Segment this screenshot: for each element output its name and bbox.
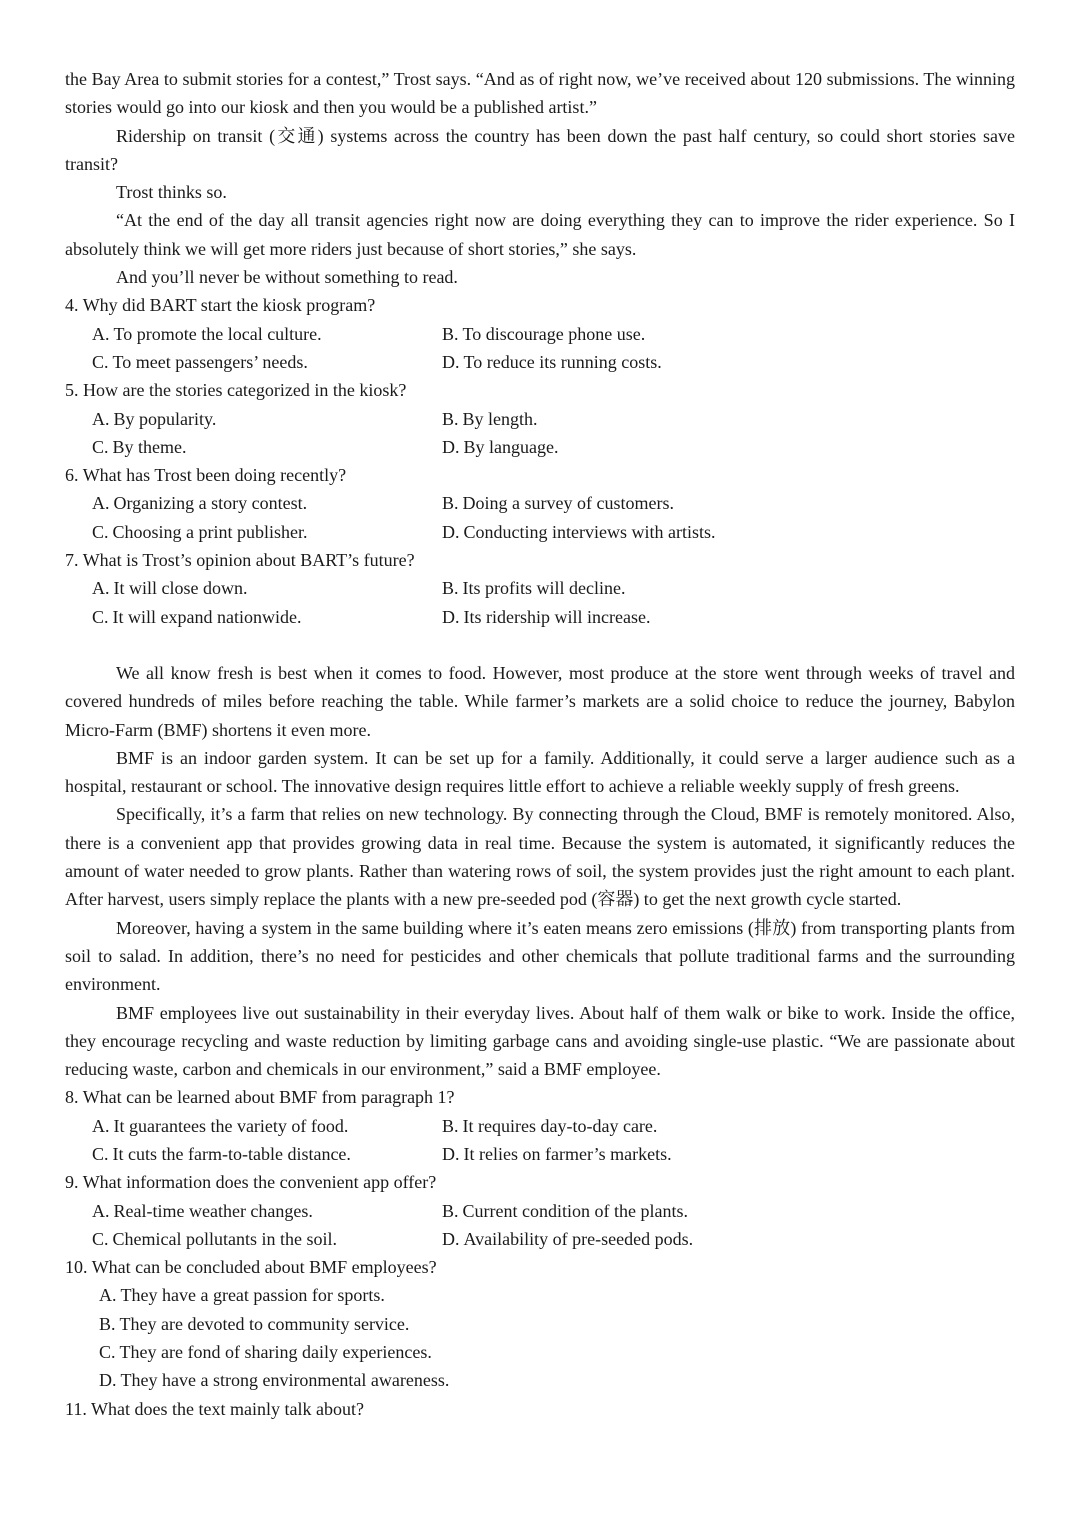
option-label: D. bbox=[442, 1228, 460, 1249]
question-stem bbox=[65, 376, 1015, 404]
option-label: C. bbox=[92, 351, 109, 372]
option-label: B. bbox=[442, 578, 459, 599]
option-label: B. bbox=[442, 408, 459, 429]
option-b[interactable] bbox=[442, 489, 1042, 517]
option-label: C. bbox=[92, 606, 109, 627]
option-b[interactable] bbox=[442, 1197, 1042, 1225]
option-text: It cuts the farm-to-table distance. bbox=[112, 1143, 351, 1164]
option-text: By theme. bbox=[112, 436, 187, 457]
question-text: Why did BART start the kiosk program? bbox=[82, 295, 376, 316]
question-stem bbox=[65, 1253, 1015, 1281]
option-text: It will close down. bbox=[113, 578, 248, 599]
option-label: B. bbox=[442, 323, 459, 344]
option-label: D. bbox=[442, 1143, 460, 1164]
option-a[interactable] bbox=[92, 574, 442, 602]
option-c[interactable] bbox=[92, 518, 442, 546]
option-b[interactable] bbox=[442, 1112, 1042, 1140]
option-label: B. bbox=[99, 1313, 116, 1334]
option-list bbox=[65, 1197, 1015, 1254]
option-label: A. bbox=[92, 408, 110, 429]
page-content bbox=[65, 65, 1015, 1423]
option-text: By popularity. bbox=[113, 408, 217, 429]
option-text: Organizing a story contest. bbox=[113, 493, 308, 514]
option-text: Its profits will decline. bbox=[462, 578, 626, 599]
option-label: A. bbox=[92, 493, 110, 514]
option-c[interactable] bbox=[92, 1140, 442, 1168]
option-text: To reduce its running costs. bbox=[463, 351, 662, 372]
option-a[interactable] bbox=[92, 1197, 442, 1225]
question-8 bbox=[65, 1083, 1015, 1168]
option-label: D. bbox=[442, 521, 460, 542]
option-text: Real-time weather changes. bbox=[113, 1200, 313, 1221]
option-text: They are devoted to community service. bbox=[119, 1313, 410, 1334]
question-group-2 bbox=[65, 1083, 1015, 1423]
option-a[interactable] bbox=[92, 320, 442, 348]
question-stem bbox=[65, 461, 1015, 489]
option-c[interactable] bbox=[99, 1338, 1015, 1366]
option-label: A. bbox=[92, 578, 110, 599]
option-b[interactable] bbox=[442, 320, 1042, 348]
question-number: 5. bbox=[65, 380, 79, 401]
option-list bbox=[65, 489, 1015, 546]
question-text: What can be concluded about BMF employees? bbox=[91, 1257, 437, 1278]
option-text: To meet passengers’ needs. bbox=[112, 351, 308, 372]
option-text: By language. bbox=[463, 436, 559, 457]
option-label: C. bbox=[92, 1143, 109, 1164]
question-text: What has Trost been doing recently? bbox=[82, 465, 347, 486]
section-gap bbox=[65, 631, 1015, 659]
option-text: By length. bbox=[462, 408, 538, 429]
paragraph: Ridership on transit (交通) systems across the country has been down the past half century, so could short stories save transit? bbox=[65, 125, 1015, 174]
question-text: What does the text mainly talk about? bbox=[91, 1398, 364, 1419]
option-list bbox=[65, 574, 1015, 631]
option-d[interactable] bbox=[442, 1225, 1042, 1253]
question-text: What information does the convenient app offer? bbox=[82, 1172, 437, 1193]
option-text: To promote the local culture. bbox=[113, 323, 322, 344]
option-list bbox=[65, 1112, 1015, 1169]
question-text: What is Trost’s opinion about BART’s future? bbox=[82, 550, 415, 571]
paragraph: BMF employees live out sustainability in their everyday lives. About half of them walk or bike to work. Inside the office, they encourage recycling and waste reduction by limiting garbage cans and avoiding single-use plastic. “We are passionate about reducing waste, carbon and chemicals in our environment,” said a BMF employee. bbox=[65, 1002, 1015, 1080]
option-label: D. bbox=[99, 1370, 117, 1391]
option-label: D. bbox=[442, 606, 460, 627]
option-c[interactable] bbox=[92, 433, 442, 461]
option-b[interactable] bbox=[442, 405, 1042, 433]
option-label: C. bbox=[99, 1342, 116, 1363]
question-9 bbox=[65, 1168, 1015, 1253]
option-c[interactable] bbox=[92, 1225, 442, 1253]
option-text: Its ridership will increase. bbox=[463, 606, 651, 627]
paragraph: BMF is an indoor garden system. It can be set up for a family. Additionally, it could serve a larger audience such as a hospital, restaurant or school. The innovative design requires little effort to achieve a reliable weekly supply of fresh greens. bbox=[65, 747, 1015, 797]
option-label: A. bbox=[99, 1285, 117, 1306]
option-a[interactable] bbox=[92, 1112, 442, 1140]
option-label: C. bbox=[92, 521, 109, 542]
paragraph: Trost thinks so. bbox=[116, 182, 227, 203]
option-label: D. bbox=[442, 436, 460, 457]
option-d[interactable] bbox=[99, 1366, 1015, 1394]
question-number: 7. bbox=[65, 550, 79, 571]
question-number: 10. bbox=[65, 1257, 88, 1278]
option-text: It guarantees the variety of food. bbox=[113, 1115, 349, 1136]
option-text: Doing a survey of customers. bbox=[462, 493, 674, 514]
option-text: Availability of pre-seeded pods. bbox=[463, 1228, 694, 1249]
option-label: B. bbox=[442, 493, 459, 514]
option-text: Conducting interviews with artists. bbox=[463, 521, 716, 542]
option-label: A. bbox=[92, 323, 110, 344]
option-d[interactable] bbox=[442, 518, 1042, 546]
question-text: How are the stories categorized in the kiosk? bbox=[83, 380, 407, 401]
question-number: 11. bbox=[65, 1398, 87, 1419]
option-text: It relies on farmer’s markets. bbox=[463, 1143, 672, 1164]
option-list bbox=[65, 405, 1015, 462]
option-text: It will expand nationwide. bbox=[112, 606, 302, 627]
option-list bbox=[65, 320, 1015, 377]
option-text: Current condition of the plants. bbox=[462, 1200, 688, 1221]
option-b[interactable] bbox=[99, 1310, 1015, 1338]
question-4 bbox=[65, 291, 1015, 376]
question-number: 6. bbox=[65, 465, 79, 486]
option-text: It requires day-to-day care. bbox=[462, 1115, 658, 1136]
question-10 bbox=[65, 1253, 1015, 1394]
question-stem bbox=[65, 291, 1015, 319]
question-5 bbox=[65, 376, 1015, 461]
option-list bbox=[65, 1281, 1015, 1394]
question-number: 8. bbox=[65, 1087, 79, 1108]
option-d[interactable] bbox=[442, 1140, 1042, 1168]
option-c[interactable] bbox=[92, 348, 442, 376]
option-label: B. bbox=[442, 1115, 459, 1136]
question-number: 4. bbox=[65, 295, 79, 316]
option-text: They have a strong environmental awareness. bbox=[120, 1370, 450, 1391]
option-text: They have a great passion for sports. bbox=[120, 1285, 385, 1306]
option-label: C. bbox=[92, 436, 109, 457]
question-6 bbox=[65, 461, 1015, 546]
option-label: D. bbox=[442, 351, 460, 372]
option-d[interactable] bbox=[442, 603, 1042, 631]
option-d[interactable] bbox=[442, 348, 1042, 376]
passage-1 bbox=[65, 65, 1015, 291]
paragraph: “At the end of the day all transit agencies right now are doing everything they can to improve the rider experience. So I absolutely think we will get more riders just because of short stories,” she says. bbox=[65, 210, 1015, 259]
paragraph: Specifically, it’s a farm that relies on new technology. By connecting through the Cloud, BMF is remotely monitored. Also, there is a convenient app that provides growing data in real time. Because the system is automated, it significantly reduces the amount of water needed to grow plants. Rather than watering rows of soil, the system provides just the right amount to each plant. After harvest, users simply replace the plants with a new pre-seeded pod (容器) to get the next growth cycle started. bbox=[65, 804, 1015, 910]
option-b[interactable] bbox=[442, 574, 1042, 602]
option-a[interactable] bbox=[92, 405, 442, 433]
question-number: 9. bbox=[65, 1172, 79, 1193]
option-label: C. bbox=[92, 1228, 109, 1249]
paragraph: And you’ll never be without something to read. bbox=[116, 267, 458, 288]
option-label: A. bbox=[92, 1200, 110, 1221]
option-text: Chemical pollutants in the soil. bbox=[112, 1228, 337, 1249]
question-text: What can be learned about BMF from paragraph 1? bbox=[82, 1087, 455, 1108]
paragraph: Moreover, having a system in the same building where it’s eaten means zero emissions (排放) from transporting plants from soil to salad. In addition, there’s no need for pesticides and other chemicals that pollute traditional farms and the surrounding environment. bbox=[65, 917, 1015, 995]
question-11 bbox=[65, 1395, 1015, 1423]
question-group-1 bbox=[65, 291, 1015, 631]
option-c[interactable] bbox=[92, 603, 442, 631]
option-text: To discourage phone use. bbox=[462, 323, 646, 344]
option-a[interactable] bbox=[92, 489, 442, 517]
option-label: A. bbox=[92, 1115, 110, 1136]
question-stem bbox=[65, 1168, 1015, 1196]
option-label: B. bbox=[442, 1200, 459, 1221]
passage-2 bbox=[65, 659, 1015, 1083]
question-stem bbox=[65, 546, 1015, 574]
question-stem bbox=[65, 1395, 1015, 1423]
option-d[interactable] bbox=[442, 433, 1042, 461]
paragraph: the Bay Area to submit stories for a contest,” Trost says. “And as of right now, we’ve received about 120 submissions. The winning stories would go into our kiosk and then you would be a published artist.” bbox=[65, 69, 1015, 118]
question-7 bbox=[65, 546, 1015, 631]
option-text: Choosing a print publisher. bbox=[112, 521, 308, 542]
paragraph: We all know fresh is best when it comes to food. However, most produce at the store went through weeks of travel and covered hundreds of miles before reaching the table. While farmer’s markets are a solid choice to reduce the journey, Babylon Micro-Farm (BMF) shortens it even more. bbox=[65, 662, 1015, 740]
option-a[interactable] bbox=[99, 1281, 1015, 1309]
question-stem bbox=[65, 1083, 1015, 1111]
option-text: They are fond of sharing daily experiences. bbox=[119, 1342, 432, 1363]
